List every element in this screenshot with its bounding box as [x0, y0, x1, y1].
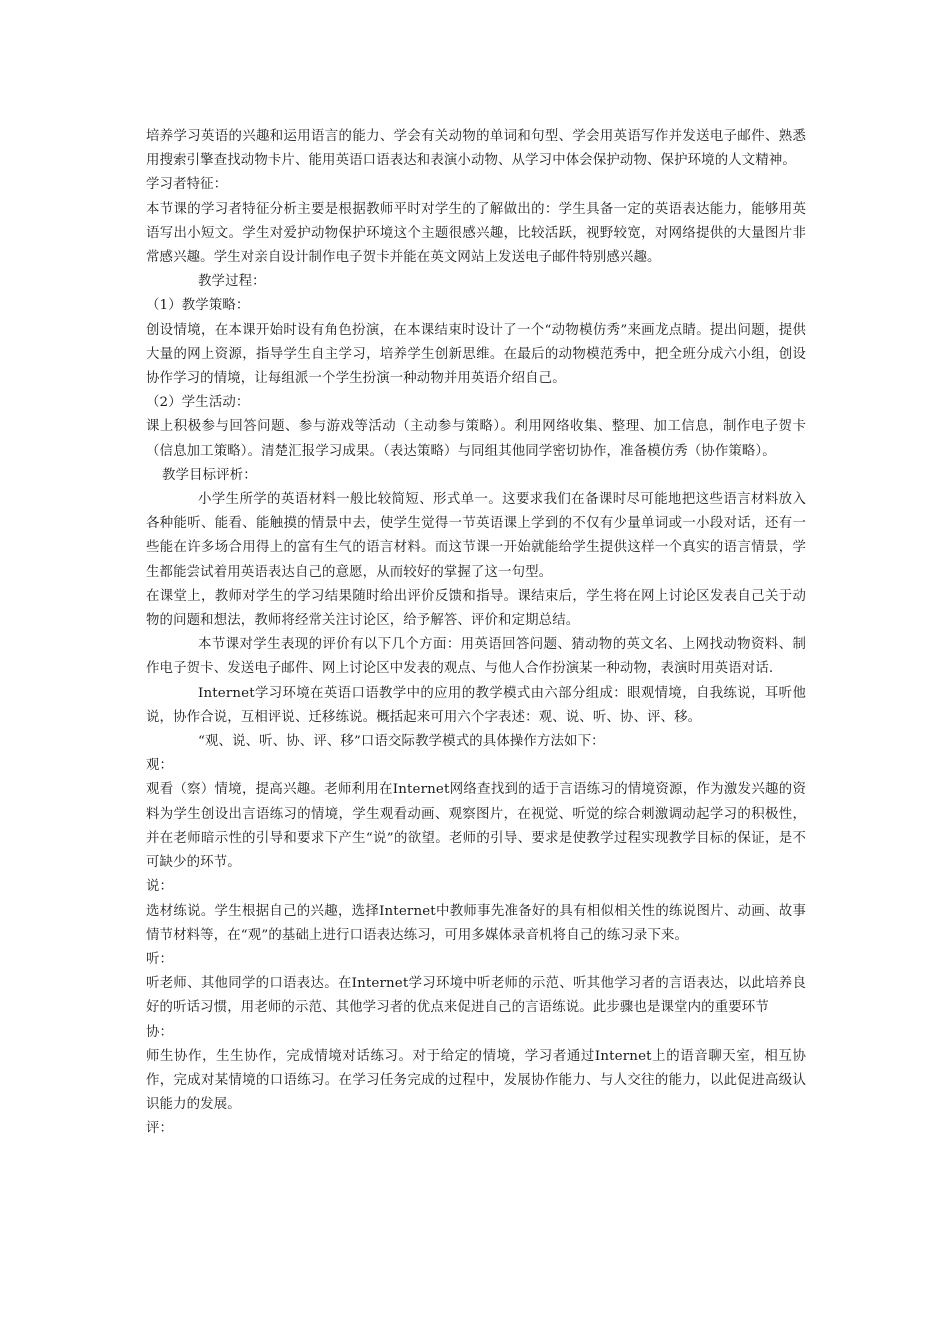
paragraph-objective-evaluation: 小学生所学的英语材料一般比较简短、形式单一。这要求我们在备课时尽可能地把这些语言材料放入各种能听、能看、能触摸的情景中去，使学生觉得一节英语课上学到的不仅有少量单词或一小段对话，还有一些能在许多场合用得上的富有生气的语言材料。而这节课一开始就能给学生提供这样一个真实的语言情景，学生都能尝试着用英语表达自己的意愿，从而较好的掌握了这一句型。	[146, 492, 806, 580]
heading-teaching-strategy: （1）教学策略：	[146, 298, 250, 314]
paragraph-teaching-strategy: 创设情境，在本课开始时设有角色扮演，在本课结束时设计了一个“动物模仿秀”来画龙点睛。提出问题，提供大量的网上资源，指导学生自主学习，培养学生创新思维。在最后的动物模范秀中，把全班分成六小组，创设协作学习的情境，让每组派一个学生扮演一种动物并用英语介绍自己。	[146, 322, 806, 387]
heading-listen: 听：	[146, 951, 174, 967]
paragraph-internet-model: Internet学习环境在英语口语教学中的应用的教学模式由六部分组成：眼观情境，自我练说，耳听他说，协作合说，互相评说、迁移练说。概括起来可用六个字表述：观、说、听、协、评、移。	[146, 685, 806, 725]
heading-student-activities: （2）学生活动：	[146, 395, 250, 411]
heading-observe: 观：	[146, 758, 174, 774]
paragraph-student-activities: 课上积极参与回答问题、参与游戏等活动（主动参与策略）。利用网络收集、整理、加工信息，制作电子贺卡（信息加工策略）。清楚汇报学习成果。（表达策略）与同组其他同学密切协作，准备模仿秀（协作策略）。	[146, 419, 806, 459]
heading-speak: 说：	[146, 879, 174, 895]
paragraph-evaluation-aspects: 本节课对学生表现的评价有以下几个方面：用英语回答问题、猜动物的英文名、上网找动物资料、制作电子贺卡、发送电子邮件、网上讨论区中发表的观点、与他人合作扮演某一种动物，表演时用英语对话.	[146, 637, 806, 677]
heading-objective-evaluation: 教学目标评析：	[162, 467, 257, 483]
paragraph-observe: 观看（察）情境，提高兴趣。老师利用在Internet网络查找到的适于言语练习的情境资源，作为激发兴趣的资料为学生创设出言语练习的情境，学生观看动画、观察图片，在视觉、听觉的综合刺激调动起学习的积极性，并在老师暗示性的引导和要求下产生“说”的欲望。老师的引导、要求是使教学过程实现教学目标的保证，是不可缺少的环节。	[146, 782, 806, 871]
heading-cooperate: 协：	[146, 1024, 174, 1040]
paragraph-cooperate: 师生协作，生生协作，完成情境对话练习。对于给定的情境，学习者通过Internet上的语音聊天室，相互协作，完成对某情境的口语练习。在学习任务完成的过程中，发展协作能力、与人交往的能力，以此促进高级认识能力的发展。	[146, 1048, 806, 1113]
heading-teaching-process: 教学过程：	[198, 274, 266, 290]
paragraph-listen: 听老师、其他同学的口语表达。在Internet学习环境中听老师的示范、听其他学习者的言语表达，以此培养良好的听话习惯，用老师的示范、其他学习者的优点来促进自己的言语练说。此步骤也是课堂内的重要环节	[146, 976, 806, 1016]
paragraph-speak: 选材练说。学生根据自己的兴趣，选择Internet中教师事先准备好的具有相似相关性的练说图片、动画、故事情节材料等，在“观”的基础上进行口语表达练习，可用多媒体录音机将自己的练习录下来。	[146, 903, 806, 943]
paragraph-classroom-feedback: 在课堂上，教师对学生的学习结果随时给出评价反馈和指导。课结束后，学生将在网上讨论区发表自己关于动物的问题和想法，教师将经常关注讨论区，给予解答、评价和定期总结。	[146, 588, 806, 629]
paragraph-objectives: 培养学习英语的兴趣和运用语言的能力、学会有关动物的单词和句型、学会用英语写作并发送电子邮件、熟悉用搜索引擎查找动物卡片、能用英语口语表达和表演小动物、从学习中体会保护动物、保护环境的人文精神。	[146, 129, 806, 169]
heading-learner-features: 学习者特征：	[146, 177, 228, 193]
paragraph-learner-features: 本节课的学习者特征分析主要是根据教师平时对学生的了解做出的：学生具备一定的英语表达能力，能够用英语写出小短文。学生对爱护动物保护环境这个主题很感兴趣，比较活跃，视野较宽，对网络提供的大量图片非常感兴趣。学生对亲自设计制作电子贺卡并能在英文网站上发送电子邮件特别感兴趣。	[146, 201, 806, 266]
paragraph-model-intro: “观、说、听、协、评、移”口语交际教学模式的具体操作方法如下：	[198, 734, 605, 750]
document-body	[146, 125, 806, 1142]
heading-evaluate: 评：	[146, 1121, 174, 1137]
